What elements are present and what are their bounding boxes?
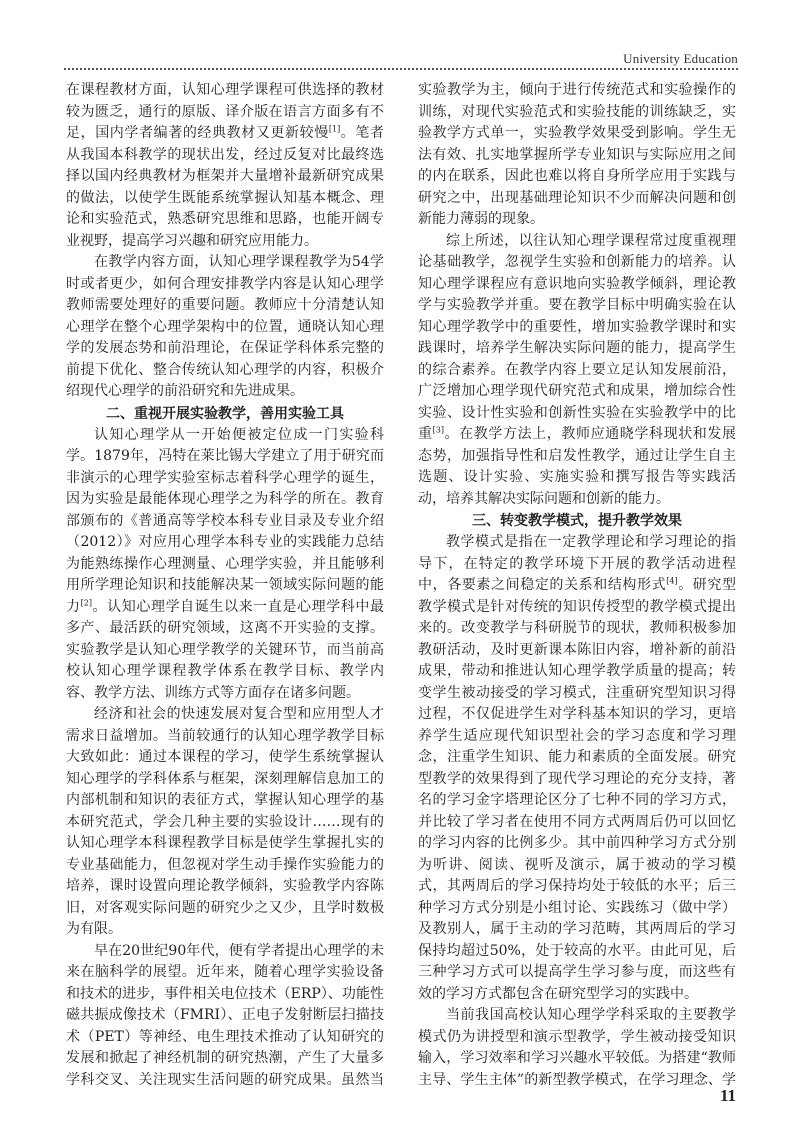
journal-header: University Education	[623, 51, 738, 66]
paragraph: 综上所述，以往认知心理学课程常过度重视理论基础教学，忽视学生实验和创新能力的培养。认知心理学课程应有意识地向实验教学倾斜，理论教学与实验教学并重。要在教学目标中明确实验在认知心理学教学中的重要性，增加实验教学课时和实践课时，培养学生解决实际问题的能力，提高学生的综合素养。在教学内容上要立足认知发展前沿，广泛增加心理学现代研究范式和成果，增加综合性实验、设计性实验和创新性实验在实验教学中的比重[3]。在教学方法上，教师应通晓学科现状和发展态势，加强指导性和启发性教学，通过让学生自主选题、设计实验、实施实验和撰写报告等实践活动，培养其解决实际问题和创新的能力。	[418, 232, 736, 507]
page-number: 11	[719, 1086, 736, 1105]
citation-ref: [2]	[80, 597, 92, 607]
paragraph: 经济和社会的快速发展对复合型和应用型人才需求日益增加。当前较通行的认知心理学教学目标大致如此：通过本课程的学习，使学生系统掌握认知心理学的学科体系与框架，深刻理解信息加工的内部机制和知识的表征方式，掌握认知心理学的基本研究范式，学会几种主要的实验设计……现有的认知心理学本科课程教学目标是使学生掌握扎实的专业基础能力，但忽视对学生动手操作实验能力的培养，课时设置向理论教学倾斜，实验教学内容陈旧，对客观实际问题的研究少之又少，且学时数极为有限。	[66, 706, 384, 937]
paragraph: 在课程教材方面，认知心理学课程可供选择的教材较为匮乏，通行的原版、译介版在语言方面多有不足，国内学者编著的经典教材又更新较慢[1]。笔者从我国本科教学的现状出发，经过反复对比最终选择以国内经典教材为框架并大量增补最新研究成果的做法，以使学生既能系统掌握认知基本概念、理论和实验范式，熟悉研究思维和思路，也能开阔专业视野，提高学习兴趣和研究应用能力。	[66, 82, 384, 249]
paragraph: 早在20世纪90年代，便有学者提出心理学的未来在脑科学的展望。近年来，随着心理学实验设备和技术的进步，事件相关电位技术（ERP）、功能性磁共振成像技术（FMRI）、正电子发射断层扫描技术（PET）等神经、电生理技术推动了认知研究的发展和掀起了神经机制的研究热潮，产生了大量多学科交叉、关注现实生活问题的研究成果。虽然当	[66, 942, 384, 1088]
section-heading: 三、转变教学模式，提升教学效果	[472, 513, 682, 529]
paragraph: 教学模式是指在一定教学理论和学习理论的指导下，在特定的教学环境下开展的教学活动进程中，各要素之间稳定的关系和结构形式[4]。研究型教学模式是针对传统的知识传授型的教学模式提出来的。改变教学与科研脱节的现状，教师积极参加教研活动，及时更新课本陈旧内容，增补新的前沿成果，带动和推进认知心理学教学质量的提高；转变学生被动接受的学习模式，注重研究型知识习得过程，不仅促进学生对学科基本知识的学习，更培养学生适应现代知识型社会的学习态度和学习理念，注重学生知识、能力和素质的全面发展。研究型教学的效果得到了现代学习理论的充分支持，著名的学习金字塔理论区分了七种不同的学习方式，并比较了学习者在使用不同方式两周后仍可以回忆的学习内容的比例多少。其中前四种学习方式分别为听讲、阅读、视听及演示，属于被动的学习模式，其两周后的学习保持均处于较低的水平；后三种学习方式分别是小组讨论、实践练习（做中学）及教别人，属于主动的学习范畴，其两周后的学习保持均超过50%，处于较高的水平。由此可见，后三种学习方式可以提高学生学习参与度，而这些有效的学习方式都包含在研究型学习的实践中。	[418, 534, 736, 1002]
paragraph: 在教学内容方面，认知心理学课程教学为54学时或者更少，如何合理安排教学内容是认知心理学教师需要处理好的重要问题。教师应十分清楚认知心理学在整个心理学架构中的位置，通晓认知心理学的发展态势和前沿理论，在保证学科体系完整的前提下优化、整合传统认知心理学的内容，积极介绍现代心理学的前沿研究和先进成果。	[66, 254, 384, 399]
paragraph: 认知心理学从一开始便被定位成一门实验科学。1879年，冯特在莱比锡大学建立了用于研究而非演示的心理学实验室标志着科学心理学的诞生，因为实验是最能体现心理学之为科学的所在。教育部颁布的《普通高等学校本科专业目录及专业介绍（2012）》对应用心理学本科专业的实践能力总结为能熟练操作心理测量、心理学实验，并且能够利用所学理论知识和技能解决某一领域实际问题的能力[2]。认知心理学自诞生以来一直是心理学科中最多产、最活跃的研究领域，这离不开实验的支撑。实验教学是认知心理学教学的关键环节，而当前高校认知心理学课程教学体系在教学目标、教学内容、教学方法、训练方式等方面存在诸多问题。	[66, 426, 384, 701]
paragraph: 实验教学为主，倾向于进行传统范式和实验操作的训练，对现代实验范式和实验技能的训练缺乏，实验教学方式单一，实验教学效果受到影响。学生无法有效、扎实地掌握所学专业知识与实际应用之间的内在联系，因此也难以将自身所学应用于实践与研究之中，出现基础理论知识不少而解决问题和创新能力薄弱的现象。	[418, 82, 736, 227]
citation-ref: [3]	[432, 425, 444, 435]
right-column	[418, 80, 736, 1092]
citation-ref: [1]	[328, 124, 341, 134]
left-column	[66, 80, 384, 1092]
citation-ref: [4]	[666, 576, 678, 586]
paragraph: 当前我国高校认知心理学学科采取的主要教学模式仍为讲授型和演示型教学，学生被动接受知识输入，学习效率和学习兴趣水平较低。为搭建“教师主导、学生主体”的新型教学模式，在学习理念、学	[418, 1007, 736, 1088]
header-divider	[64, 68, 738, 70]
section-heading: 二、重视开展实验教学，善用实验工具	[106, 405, 344, 422]
